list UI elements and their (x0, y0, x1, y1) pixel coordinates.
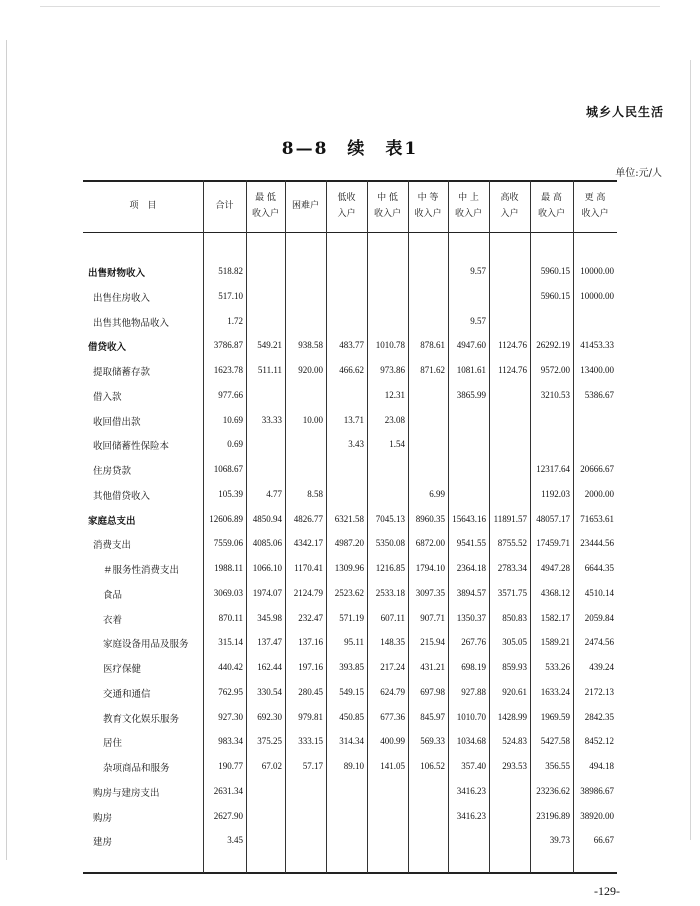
table-cell: 13.71 (343, 414, 364, 425)
table-cell: 11891.57 (493, 513, 527, 524)
table-cell: 3894.57 (456, 587, 486, 598)
table-cell: 10000.00 (580, 290, 614, 301)
table-cell: 1216.85 (375, 563, 405, 573)
table-cell: 7045.13 (375, 513, 405, 524)
table-cell: 1034.68 (456, 736, 486, 747)
table-cell: 39.73 (549, 835, 570, 846)
table-cell: 330.54 (257, 686, 282, 697)
table-cell: 4.77 (266, 488, 282, 499)
table-cell: 2000.00 (584, 488, 614, 499)
table-cell: 26292.19 (536, 340, 570, 351)
table-cell: 3069.03 (213, 587, 243, 598)
table-cell: 920.61 (502, 686, 527, 697)
table-cell: 141.05 (380, 761, 405, 771)
table-cell: 315.14 (218, 637, 243, 648)
row-label: 交通和通信 (103, 688, 151, 700)
unit-label: 单位:元/人 (615, 168, 662, 179)
table-cell: 7559.06 (213, 538, 243, 549)
table-cell: 38920.00 (580, 810, 614, 821)
table-cell: 1633.24 (540, 686, 570, 697)
table-cell: 66.67 (593, 835, 614, 846)
row-label: 收回储蓄性保险本 (93, 441, 170, 453)
table-cell: 12606.89 (209, 513, 243, 524)
table-cell: 3.45 (227, 835, 243, 846)
column-header: 高收 入户 (500, 193, 519, 219)
table-cell: 2783.34 (497, 563, 527, 573)
table-cell: 4510.14 (584, 587, 614, 598)
table-cell: 9.57 (470, 315, 486, 326)
table-cell: 3097.35 (415, 587, 445, 598)
table-cell: 692.30 (257, 711, 282, 722)
table-cell: 48057.17 (536, 513, 570, 524)
table-cell: 4826.77 (293, 513, 323, 524)
table-cell: 697.98 (420, 686, 445, 697)
column-header: 更 高 收入户 (581, 193, 609, 219)
table-cell: 280.45 (298, 686, 323, 697)
table-cell: 907.71 (420, 612, 445, 623)
table-bottom-rule (83, 872, 617, 874)
row-label: 食品 (103, 589, 123, 601)
table-cell: 9572.00 (540, 365, 570, 375)
table-cell: 2364.18 (456, 563, 486, 573)
table-cell: 762.95 (218, 686, 243, 697)
table-cell: 3416.23 (456, 810, 486, 821)
table-cell: 3.43 (348, 439, 364, 450)
table-cell: 23.08 (384, 414, 405, 425)
table-cell: 1.54 (389, 439, 405, 450)
table-cell: 2523.62 (334, 587, 364, 598)
table-cell: 8452.12 (584, 736, 614, 747)
table-cell: 0.69 (227, 439, 243, 450)
table-cell: 533.26 (545, 662, 570, 672)
table-cell: 979.81 (298, 711, 323, 722)
row-label: 购房 (93, 812, 113, 824)
table-cell: 5960.15 (540, 266, 570, 276)
row-label: 借贷收入 (88, 342, 127, 354)
table-cell: 927.88 (461, 686, 486, 697)
table-cell: 17459.71 (536, 538, 570, 549)
table-cell: 20666.67 (580, 464, 614, 474)
column-header: 中 低 收入户 (373, 193, 401, 219)
table-cell: 3786.87 (213, 340, 243, 351)
table-cell: 607.11 (380, 612, 405, 623)
column-header: 最 高 收入户 (537, 193, 565, 219)
table-cell: 845.97 (420, 711, 445, 722)
table-cell: 345.98 (257, 612, 282, 623)
table-cell: 2172.13 (584, 686, 614, 697)
column-header: 中 上 收入户 (454, 193, 482, 219)
row-label: 居住 (103, 738, 123, 750)
table-cell: 927.30 (218, 711, 243, 722)
table-cell: 23444.56 (580, 538, 614, 549)
table-cell: 4342.17 (293, 538, 323, 549)
table-cell: 6872.00 (415, 538, 445, 549)
table-cell: 1124.76 (498, 340, 527, 351)
table-cell: 3571.75 (497, 587, 527, 598)
table-cell: 677.36 (380, 711, 405, 722)
table-cell: 3416.23 (456, 785, 486, 796)
table-cell: 41453.33 (580, 340, 614, 351)
table-cell: 3210.53 (540, 389, 570, 400)
table-cell: 9.57 (470, 266, 486, 276)
table-cell: 1582.17 (540, 612, 570, 623)
table-cell: 1974.07 (252, 587, 282, 598)
row-label: 购房与建房支出 (93, 787, 160, 799)
table-cell: 983.34 (218, 736, 243, 747)
column-header: 困难户 (291, 201, 319, 211)
table-cell: 3865.99 (456, 389, 486, 400)
table-cell: 698.19 (461, 662, 486, 672)
scan-edge-left (6, 40, 7, 860)
table-cell: 4987.20 (334, 538, 364, 549)
table-cell: 197.16 (298, 662, 323, 672)
row-label: 提取储蓄存款 (93, 367, 151, 378)
table-cell: 2474.56 (584, 637, 614, 648)
table-cell: 293.53 (502, 761, 527, 771)
table-cell: 89.10 (343, 761, 364, 771)
table-cell: 518.82 (218, 266, 243, 276)
table-cell: 624.79 (380, 686, 405, 697)
section-header: 城乡人民生活 (585, 105, 664, 119)
table-cell: 400.99 (380, 736, 405, 747)
table-cell: 95.11 (344, 637, 364, 648)
table-cell: 850.83 (502, 612, 527, 623)
table-cell: 148.35 (380, 637, 405, 648)
column-header: 低收 入户 (337, 193, 356, 219)
table-top-rule (83, 180, 617, 182)
table-cell: 2631.34 (213, 785, 243, 796)
table-cell: 440.42 (218, 662, 243, 672)
header-rule (83, 232, 617, 233)
table-cell: 517.10 (218, 290, 243, 301)
column-header: 最 低 收入户 (251, 193, 279, 219)
table-cell: 439.24 (589, 662, 614, 672)
row-label: 杂项商品和服务 (103, 763, 170, 774)
table-cell: 5350.08 (375, 538, 405, 549)
table-cell: 511.11 (257, 365, 282, 375)
table-cell: 8960.35 (415, 513, 445, 524)
table-cell: 215.94 (420, 637, 445, 648)
row-label: 家庭设备用品及服务 (103, 639, 189, 651)
table-cell: 1068.67 (213, 464, 243, 474)
table-cell: 466.62 (339, 365, 364, 375)
table-cell: 1010.78 (375, 340, 405, 351)
table-cell: 1969.59 (540, 711, 570, 722)
table-cell: 10.69 (222, 414, 243, 425)
table-cell: 71653.61 (580, 513, 614, 524)
table-cell: 1010.70 (456, 711, 486, 722)
row-label: 收回借出款 (93, 416, 141, 428)
row-label: 建房 (93, 837, 113, 849)
table-cell: 524.83 (502, 736, 527, 747)
page-number: -129- (594, 884, 620, 898)
table-cell: 33.33 (261, 414, 282, 425)
row-label: 住房贷款 (93, 466, 132, 477)
table-cell: 1066.10 (252, 563, 282, 573)
table-cell: 137.16 (298, 637, 323, 648)
table-cell: 38986.67 (580, 785, 614, 796)
table-cell: 2842.35 (584, 711, 614, 722)
table-cell: 1.72 (227, 315, 243, 326)
table-cell: 333.15 (298, 736, 323, 747)
table-cell: 10000.00 (580, 266, 614, 276)
table-cell: 305.05 (502, 637, 527, 648)
row-label: 教育文化娱乐服务 (103, 713, 180, 725)
table-cell: 67.02 (261, 761, 282, 771)
data-table (83, 180, 617, 873)
table-cell: 1081.61 (456, 365, 486, 375)
table-cell: 1988.11 (214, 563, 243, 573)
table-cell: 977.66 (218, 389, 243, 400)
row-label: ＃服务性消费支出 (103, 565, 180, 576)
table-cell: 569.33 (420, 736, 445, 747)
scan-edge-right (690, 60, 691, 840)
table-cell: 12317.64 (536, 464, 570, 474)
table-cell: 105.39 (218, 488, 243, 499)
table-cell: 6.99 (429, 488, 445, 499)
table-cell: 878.61 (420, 340, 445, 351)
table-cell: 450.85 (339, 711, 364, 722)
scan-edge-top (40, 6, 660, 7)
table-cell: 190.77 (218, 761, 243, 771)
table-cell: 431.21 (420, 662, 445, 672)
table-cell: 57.17 (302, 761, 323, 771)
row-label: 出售其他物品收入 (93, 317, 170, 329)
row-label: 消费支出 (93, 540, 132, 552)
table-cell: 549.15 (339, 686, 364, 697)
column-header: 中 等 收入户 (414, 193, 442, 219)
table-cell: 267.76 (461, 637, 486, 648)
table-cell: 15643.16 (452, 513, 486, 524)
row-label: 家庭总支出 (88, 515, 136, 527)
table-cell: 1350.37 (456, 612, 486, 623)
row-label: 其他借贷收入 (93, 490, 151, 502)
table-cell: 870.11 (218, 612, 243, 623)
table-cell: 23236.62 (536, 785, 570, 796)
table-cell: 920.00 (298, 365, 323, 375)
table-cell: 137.47 (257, 637, 282, 648)
table-cell: 1309.96 (334, 563, 364, 573)
table-cell: 232.47 (298, 612, 323, 623)
table-cell: 871.62 (420, 365, 445, 375)
table-cell: 13400.00 (580, 365, 614, 375)
table-cell: 1428.99 (497, 711, 527, 722)
row-label: 借入款 (93, 391, 122, 403)
table-cell: 6644.35 (584, 563, 614, 573)
row-label: 衣着 (103, 614, 123, 626)
table-cell: 106.52 (420, 761, 445, 771)
table-cell: 393.85 (339, 662, 364, 672)
table-title: 8—8 续 表1 (281, 139, 419, 159)
table-cell: 2124.79 (293, 587, 323, 598)
table-cell: 10.00 (302, 414, 323, 425)
table-cell: 571.19 (339, 612, 364, 623)
table-cell: 375.25 (257, 736, 282, 747)
table-cell: 217.24 (380, 662, 405, 672)
table-cell: 5386.67 (584, 389, 614, 400)
table-cell: 1623.78 (213, 365, 243, 375)
table-cell: 1589.21 (540, 637, 570, 648)
table-cell: 2059.84 (584, 612, 614, 623)
table-cell: 4368.12 (540, 587, 570, 598)
table-cell: 8.58 (307, 488, 323, 499)
table-cell: 549.21 (257, 340, 282, 351)
row-label: 医疗保健 (103, 664, 142, 675)
table-cell: 5427.58 (540, 736, 570, 747)
column-header: 合计 (215, 201, 234, 211)
table-cell: 2627.90 (213, 810, 243, 821)
table-cell: 938.58 (298, 340, 323, 351)
table-cell: 12.31 (384, 389, 405, 400)
item-header: 项 目 (129, 201, 157, 211)
table-cell: 356.55 (545, 761, 570, 771)
table-cell: 2533.18 (375, 587, 405, 598)
table-cell: 314.34 (339, 736, 364, 747)
table-cell: 1192.03 (541, 488, 570, 499)
row-label: 出售财物收入 (88, 268, 146, 279)
table-cell: 4850.94 (252, 513, 282, 524)
table-cell: 1794.10 (415, 563, 445, 573)
table-cell: 859.93 (502, 662, 527, 672)
table-cell: 4947.28 (540, 563, 570, 573)
table-cell: 4947.60 (456, 340, 486, 351)
table-cell: 9541.55 (456, 538, 486, 549)
table-cell: 23196.89 (536, 810, 570, 821)
table-cell: 1124.76 (498, 365, 527, 375)
row-label: 出售住房收入 (93, 292, 151, 304)
table-cell: 357.40 (461, 761, 486, 771)
table-cell: 494.18 (589, 761, 614, 771)
table-cell: 6321.58 (334, 513, 364, 524)
table-cell: 5960.15 (540, 290, 570, 301)
table-cell: 973.86 (380, 365, 405, 375)
table-cell: 4085.06 (252, 538, 282, 549)
table-cell: 1170.41 (294, 563, 323, 573)
table-cell: 483.77 (339, 340, 364, 351)
table-cell: 8755.52 (497, 538, 527, 549)
table-cell: 162.44 (257, 662, 282, 672)
